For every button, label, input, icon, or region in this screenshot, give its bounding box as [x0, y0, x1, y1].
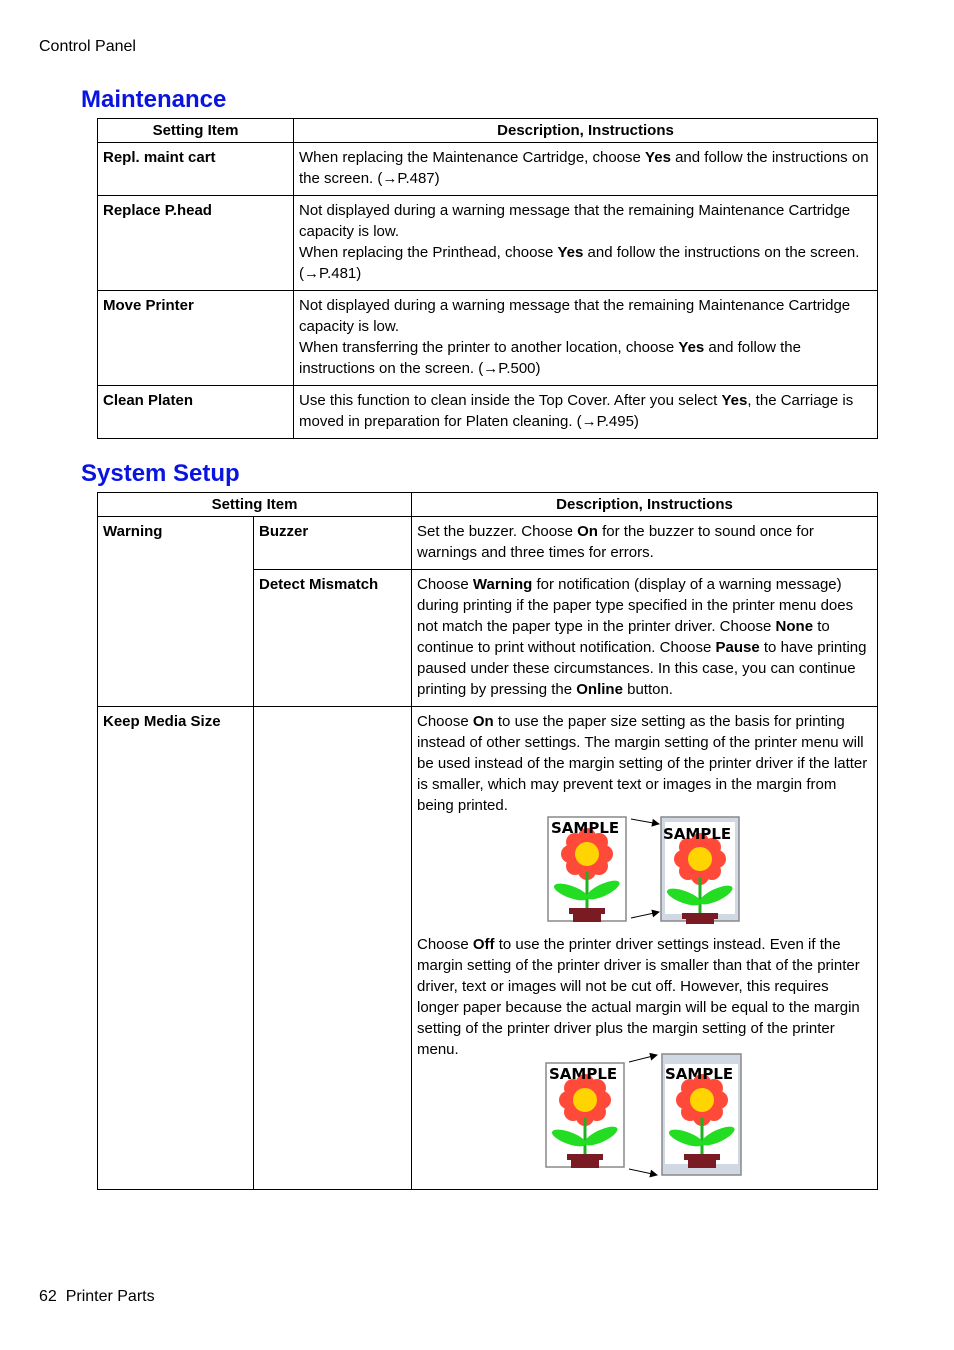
keep-media-off-illustration: [543, 1052, 748, 1178]
table-row: [98, 517, 878, 570]
table-row: [98, 707, 878, 1190]
system-setup-table: [97, 492, 878, 1190]
page-header: Control Panel: [39, 38, 136, 55]
setting-description: When replacing the Maintenance Cartridge, choose Yes and follow the instructions on the screen. (→P.487): [294, 143, 878, 196]
maintenance-table: [97, 118, 878, 439]
chapter-title: Printer Parts: [65, 1288, 155, 1305]
setting-description: Not displayed during a warning message that the remaining Maintenance Cartridge capacity is low. When transferring the printer to another location, choose Yes and follow the instructions on the screen. (→P.500): [294, 291, 878, 386]
col-setting-item: Setting Item: [98, 493, 412, 517]
setting-description: Not displayed during a warning message that the remaining Maintenance Cartridge capacity is low. When replacing the Printhead, choose Yes and follow the instructions on the screen. (→P.481): [294, 196, 878, 291]
system-setup-heading: System Setup: [81, 460, 240, 487]
table-header-row: [98, 493, 878, 517]
setting-item-label: Replace P.head: [98, 196, 294, 291]
col-description: Description, Instructions: [412, 493, 878, 517]
sample-label: SAMPLE: [551, 819, 620, 837]
setting-item-label: Repl. maint cart: [98, 143, 294, 196]
keep-media-on-illustration: [545, 814, 745, 924]
table-row: [98, 143, 878, 196]
setting-item-label: Move Printer: [98, 291, 294, 386]
col-description: Description, Instructions: [294, 119, 878, 143]
sub-item-label: Detect Mismatch: [254, 570, 412, 707]
sample-label: SAMPLE: [663, 825, 732, 843]
table-row: [98, 386, 878, 439]
keep-media-off-text: Choose Off to use the printer driver settings instead. Even if the margin setting of the printer driver is smaller than that of the printer driver, text or images will not be cut off. However, this requires longer paper because the actual margin will be equal to the margin setting of the printer driver plus the margin setting of the printer menu.: [417, 936, 860, 1058]
keep-media-on-text: Choose On to use the paper size setting as the basis for printing instead of other settings. The margin setting of the printer menu will be used instead of the margin setting of the printer driver if the latter is smaller, which may prevent text or images in the margin from being printed.: [417, 713, 868, 814]
setting-item-label: Keep Media Size: [98, 707, 254, 1190]
setting-item-label: Clean Platen: [98, 386, 294, 439]
page-footer: [39, 1286, 155, 1307]
setting-item-label: Warning: [98, 517, 254, 707]
setting-description: Use this function to clean inside the Top Cover. After you select Yes, the Carriage is moved in preparation for Platen cleaning. (→P.495): [294, 386, 878, 439]
maintenance-heading: Maintenance: [81, 86, 227, 113]
table-header-row: [98, 119, 878, 143]
table-row: [98, 196, 878, 291]
setting-description: Set the buzzer. Choose On for the buzzer to sound once for warnings and three times for errors.: [412, 517, 878, 570]
page-number: 62: [39, 1288, 57, 1305]
table-row: [98, 291, 878, 386]
sample-label: SAMPLE: [549, 1065, 618, 1083]
setting-description: Choose Warning for notification (display of a warning message) during printing if the paper type specified in the printer menu does not match the paper type in the printer driver. Choose None to continue to print without notification. Choose Pause to have printing paused under these circumstances. In this case, you can continue printing by pressing the Online button.: [412, 570, 878, 707]
sub-item-empty: [254, 707, 412, 1190]
col-setting-item: Setting Item: [98, 119, 294, 143]
sample-label: SAMPLE: [665, 1065, 734, 1083]
sub-item-label: Buzzer: [254, 517, 412, 570]
